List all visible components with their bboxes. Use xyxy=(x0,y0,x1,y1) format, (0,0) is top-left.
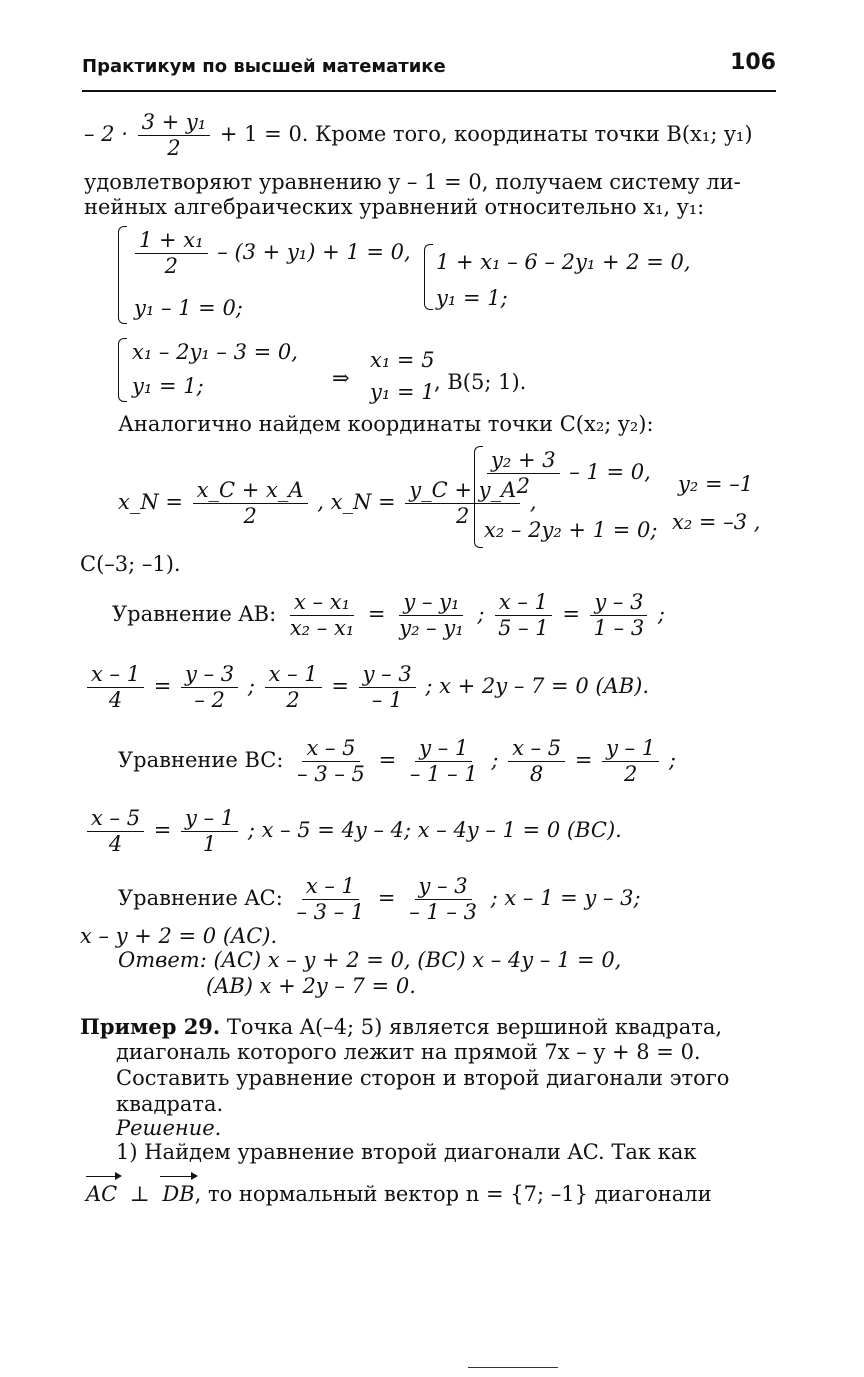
separator: ; xyxy=(247,674,255,698)
comma: , xyxy=(529,490,537,514)
numerator: y – 3 xyxy=(415,876,472,900)
answer-label: Ответ: xyxy=(118,948,207,972)
numerator: x – 1 xyxy=(302,876,359,900)
denominator: 4 xyxy=(108,688,123,712)
denominator: y₂ – y₁ xyxy=(399,616,464,640)
fraction xyxy=(508,738,565,785)
brace xyxy=(424,244,433,310)
numerator: y – 1 xyxy=(415,738,472,762)
label: Уравнение AB: xyxy=(112,602,277,626)
fraction xyxy=(359,664,416,711)
lhs: x_N = xyxy=(118,490,183,514)
separator: ; xyxy=(491,748,499,772)
separator: ; xyxy=(668,748,676,772)
fraction xyxy=(487,450,560,497)
system2-result-b: y₁ = 1 xyxy=(370,380,435,404)
equation-ab-2 xyxy=(84,664,649,711)
system1-eq-b: y₁ – 1 = 0; xyxy=(134,296,243,320)
example-29-line-4: квадрата. xyxy=(116,1092,224,1116)
numerator: x – 1 xyxy=(495,592,552,616)
denominator: x₂ – x₁ xyxy=(289,616,355,640)
fraction xyxy=(590,592,649,639)
fraction xyxy=(405,876,481,923)
equation-ab xyxy=(112,592,665,639)
running-header xyxy=(82,50,776,92)
fraction xyxy=(602,738,659,785)
equals: = xyxy=(153,674,172,698)
brace xyxy=(474,446,483,548)
denominator: 2 xyxy=(167,136,181,160)
separator: ; xyxy=(477,602,485,626)
numerator: x – 1 xyxy=(265,664,322,688)
numerator: x – 5 xyxy=(87,808,144,832)
denominator: 8 xyxy=(529,762,544,786)
line-2: удовлетворяют уравнению y – 1 = 0, получаем систему ли- xyxy=(84,170,741,194)
solution-label: Решение. xyxy=(116,1116,222,1140)
solution-text: , то нормальный вектор n = {7; –1} диагонали xyxy=(194,1182,712,1206)
brace xyxy=(118,338,127,402)
perpendicular-sign: ⊥ xyxy=(129,1182,150,1206)
equals: = xyxy=(377,886,396,910)
point-b-result: , B(5; 1). xyxy=(434,370,527,394)
denominator: 1 – 3 xyxy=(593,616,645,640)
equals: = xyxy=(153,818,172,842)
denominator: 4 xyxy=(108,832,123,856)
equation-bc xyxy=(118,738,676,785)
equation-rest: ; x – 1 = y – 3; xyxy=(490,886,641,910)
equation-rest: – 1 = 0, xyxy=(569,460,651,484)
system1-eq-d: y₁ = 1; xyxy=(436,286,508,310)
system3-eq-b: x₂ – 2y₂ + 1 = 0; xyxy=(484,518,658,542)
fraction xyxy=(395,592,467,639)
equals: = xyxy=(367,602,386,626)
equation-bc-2 xyxy=(84,808,622,855)
example-29-line-1 xyxy=(80,1016,722,1038)
example-text: Точка A(–4; 5) является вершиной квадрата, xyxy=(226,1015,723,1039)
fraction xyxy=(138,112,211,159)
solution-line-2 xyxy=(86,1184,712,1205)
denominator: – 2 xyxy=(194,688,225,712)
fraction xyxy=(87,664,144,711)
fraction xyxy=(87,808,144,855)
equation-ac xyxy=(118,876,641,923)
numerator: 3 + y₁ xyxy=(138,112,211,136)
divider xyxy=(468,1367,558,1368)
denominator: – 3 – 5 xyxy=(297,762,365,786)
system3-result-a: y₂ = –1 xyxy=(678,472,754,496)
numerator: y_C + y_A xyxy=(405,480,520,504)
denominator: – 1 – 3 xyxy=(409,900,477,924)
fraction xyxy=(406,738,482,785)
vector-db: DB xyxy=(162,1182,195,1206)
numerator: y – 1 xyxy=(181,808,238,832)
solution-line-1: 1) Найдем уравнение второй диагонали AC. Так как xyxy=(116,1140,697,1164)
numerator: x_C + x_A xyxy=(193,480,308,504)
denominator: – 1 xyxy=(371,688,403,712)
equals: = xyxy=(378,748,397,772)
line-analog: Аналогично найдем координаты точки C(x₂; y₂): xyxy=(118,412,654,436)
denominator: 2 xyxy=(243,504,257,528)
header-title: Практикум по высшей математике xyxy=(82,56,446,77)
line-1-prefix: – 2 · xyxy=(84,122,128,146)
example-29-line-3: Составить уравнение сторон и второй диагонали этого xyxy=(116,1066,730,1090)
system2-result-a: x₁ = 5 xyxy=(370,348,435,372)
fraction xyxy=(265,664,322,711)
system1-eq-a xyxy=(132,230,411,277)
vector-ac: AC xyxy=(86,1182,118,1206)
numerator: x – 1 xyxy=(87,664,144,688)
brace xyxy=(118,226,127,324)
fraction xyxy=(292,876,368,923)
equation-rest: ; x – 5 = 4y – 4; x – 4y – 1 = 0 (BC). xyxy=(247,818,622,842)
fraction xyxy=(135,230,208,277)
fraction xyxy=(494,592,553,639)
numerator: y₂ + 3 xyxy=(487,450,560,474)
denominator: 2 xyxy=(456,504,470,528)
fraction xyxy=(181,808,238,855)
denominator: 2 xyxy=(623,762,638,786)
equation-rest: – (3 + y₁) + 1 = 0, xyxy=(217,240,411,264)
numerator: x – 5 xyxy=(302,738,359,762)
equals: = xyxy=(331,674,349,698)
label: Уравнение BC: xyxy=(118,748,284,772)
numerator: y – 3 xyxy=(359,664,416,688)
system2-eq-b: y₁ = 1; xyxy=(132,374,204,398)
equation-rest: ; x + 2y – 7 = 0 (AB). xyxy=(425,674,650,698)
numerator: y – 3 xyxy=(181,664,238,688)
answer-line-1 xyxy=(118,950,621,971)
line-1-text: + 1 = 0. Кроме того, координаты точки B(x₁; y₁) xyxy=(219,122,753,146)
separator: ; xyxy=(657,602,665,626)
vector-arrow xyxy=(86,1176,120,1177)
denominator: 1 xyxy=(202,832,217,856)
lhs: , x_N = xyxy=(317,490,396,514)
answer-text: (AC) x – y + 2 = 0, (BC) x – 4y – 1 = 0, xyxy=(213,948,622,972)
answer-line-2: (AB) x + 2y – 7 = 0. xyxy=(206,974,416,998)
system3-result-b: x₂ = –3 , xyxy=(672,510,761,534)
denominator: – 3 – 1 xyxy=(296,900,365,924)
numerator: y – y₁ xyxy=(399,592,463,616)
fraction xyxy=(181,664,238,711)
implies-arrow: ⇒ xyxy=(332,366,350,390)
equals: = xyxy=(562,602,580,626)
vector-arrow xyxy=(160,1176,196,1177)
system2-eq-a: x₁ – 2y₁ – 3 = 0, xyxy=(132,340,298,364)
numerator: x – 5 xyxy=(508,738,565,762)
fraction xyxy=(286,592,358,639)
fraction xyxy=(293,738,369,785)
numerator: y – 1 xyxy=(602,738,659,762)
line-3: нейных алгебраических уравнений относительно x₁, y₁: xyxy=(84,195,705,219)
numerator: 1 + x₁ xyxy=(135,230,208,254)
fraction xyxy=(193,480,308,527)
denominator: 5 – 1 xyxy=(498,616,549,640)
point-c: C(–3; –1). xyxy=(80,552,181,576)
denominator: 2 xyxy=(516,474,530,498)
example-label: Пример 29. xyxy=(80,1014,221,1039)
line-1 xyxy=(84,112,753,159)
system1-eq-c: 1 + x₁ – 6 – 2y₁ + 2 = 0, xyxy=(436,250,691,274)
page-number: 106 xyxy=(730,50,776,75)
denominator: 2 xyxy=(164,254,178,278)
label: Уравнение AC: xyxy=(118,886,283,910)
system3-eq-a xyxy=(484,450,651,497)
numerator: y – 3 xyxy=(590,592,647,616)
numerator: x – x₁ xyxy=(290,592,354,616)
equation-ac-2: x – y + 2 = 0 (AC). xyxy=(80,924,278,948)
denominator: – 1 – 1 xyxy=(409,762,478,786)
equals: = xyxy=(574,748,593,772)
denominator: 2 xyxy=(286,688,300,712)
example-29-line-2: диагональ которого лежит на прямой 7x – y + 8 = 0. xyxy=(116,1040,701,1064)
